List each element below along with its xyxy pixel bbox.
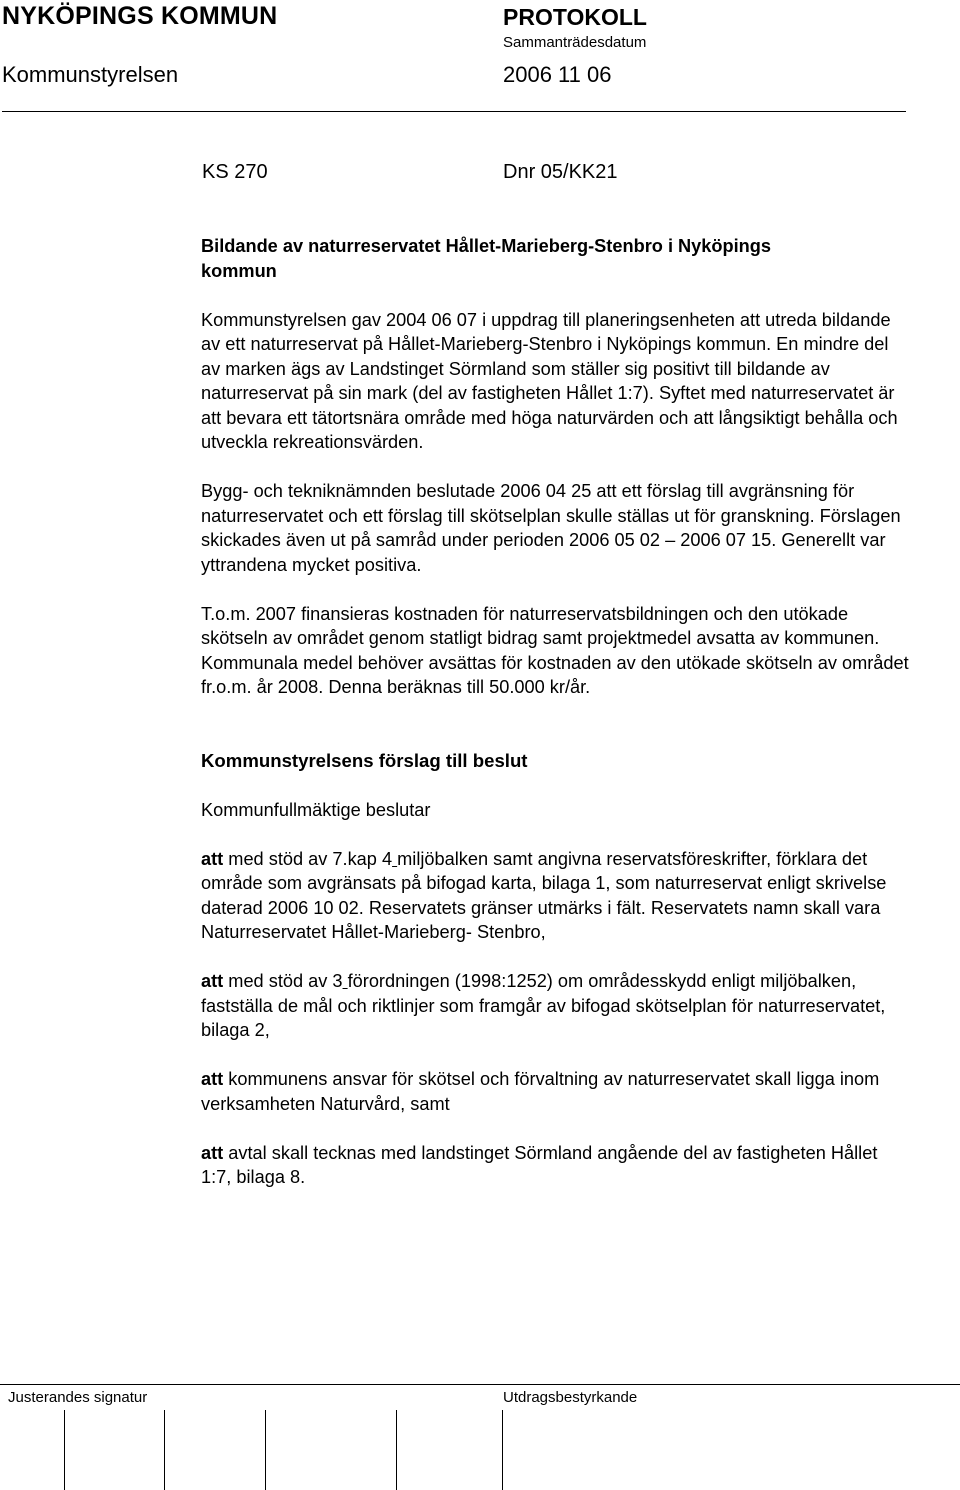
paragraph-funding: T.o.m. 2007 finansieras kostnaden för naturreservatsbildningen och den utökade skötseln av området genom statligt bidrag samt projektmedel avsatta av kommunen. Kommunala medel behöver avsättas för kostnaden av den utökade skötseln av området fr.o.m. år 2008. Denna beräknas till 50.000 kr/år. — [201, 603, 909, 697]
decision-item-2 — [201, 969, 911, 1043]
decision-item-3 — [201, 1067, 911, 1116]
document-title-line-2: kommun — [201, 260, 277, 281]
decision-keyword: att — [201, 848, 224, 869]
decision-item-1 — [201, 847, 911, 945]
signature-box-divider — [396, 1410, 397, 1490]
signature-box-divider — [164, 1410, 165, 1490]
decision-keyword: att — [201, 1069, 224, 1089]
decision-text: kommunens ansvar för skötsel och förvaltning av naturreservatet skall ligga inom verksamheten Naturvård, samt — [201, 1069, 880, 1114]
signature-box-divider — [265, 1410, 266, 1490]
paragraph-background: Kommunstyrelsen gav 2004 06 07 i uppdrag till planeringsenheten att utreda bildande av ett naturreservat på Hållet-Marieberg-Stenbro i Nyköpings kommun. En mindre del av marken ägs av Landstinget Sörmland som ställer sig positivt till bildande av naturreservat på sin mark (del av fastigheten Hållet 1:7). Syftet med naturreservatet är att bevara ett tätortsnära område med höga naturvärden och att långsiktigt behålla och utveckla rekreationsvärden. — [201, 309, 898, 452]
decision-text-end: förordningen (1998:1252) om områdesskydd enligt miljöbalken, fastställa de mål och riktlinjer som framgår av bifogad skötselplan för naturreservatet, bilaga 2, — [201, 971, 886, 1040]
decision-keyword: att — [201, 1142, 224, 1163]
meeting-date-label: Sammanträdesdatum — [503, 34, 647, 51]
registry-number: Dnr 05/KK21 — [503, 161, 618, 183]
header-rule — [2, 111, 906, 112]
signature-box-divider — [64, 1410, 65, 1490]
document-type: PROTOKOLL — [503, 4, 647, 30]
case-number: KS 270 — [202, 161, 268, 183]
decision-text: avtal skall tecknas med landstinget Sörmland angående del av fastigheten Hållet 1:7, bilaga 8. — [201, 1142, 878, 1187]
decision-keyword: att — [201, 971, 224, 991]
organization-name: NYKÖPINGS KOMMUN — [2, 2, 278, 30]
extract-certification-label: Utdragsbestyrkande — [503, 1389, 638, 1406]
paragraph-review: Bygg- och tekniknämnden beslutade 2006 04 25 att ett förslag till avgränsning för naturreservatet och ett förslag till skötselplan skulle ställas ut för granskning. Förslagen skickades även ut på samråd under perioden 2006 05 02 – 2006 07 15. Generellt var yttrandena mycket positiva. — [201, 481, 901, 575]
signature-label: Justerandes signatur — [8, 1389, 148, 1406]
document-body — [201, 234, 911, 1214]
footer-rule — [0, 1384, 960, 1385]
decision-item-4 — [201, 1141, 911, 1190]
decision-text-start: med stöd av 3 — [223, 971, 343, 991]
proposal-intro: Kommunfullmäktige beslutar — [201, 799, 431, 820]
meeting-date: 2006 11 06 — [503, 62, 612, 87]
document-title-line-1: Bildande av naturreservatet Hållet-Marieberg-Stenbro i Nyköpings — [201, 236, 772, 256]
document-title — [201, 234, 911, 283]
signature-box-divider — [502, 1410, 503, 1490]
committee-name: Kommunstyrelsen — [2, 62, 179, 87]
decision-text-end: miljöbalken samt angivna reservatsföreskrifter, förklara det område som avgränsats på bifogad karta, bilaga 1, som naturreservat enligt skrivelse daterad 2006 10 02. Reservatets gränser utmärks i fält. Reservatets namn skall vara Naturreservatet Hållet-Marieberg- Stenbro, — [201, 848, 887, 942]
proposal-heading: Kommunstyrelsens förslag till beslut — [201, 749, 528, 771]
decision-text-start: med stöd av 7.kap 4 — [223, 848, 393, 869]
